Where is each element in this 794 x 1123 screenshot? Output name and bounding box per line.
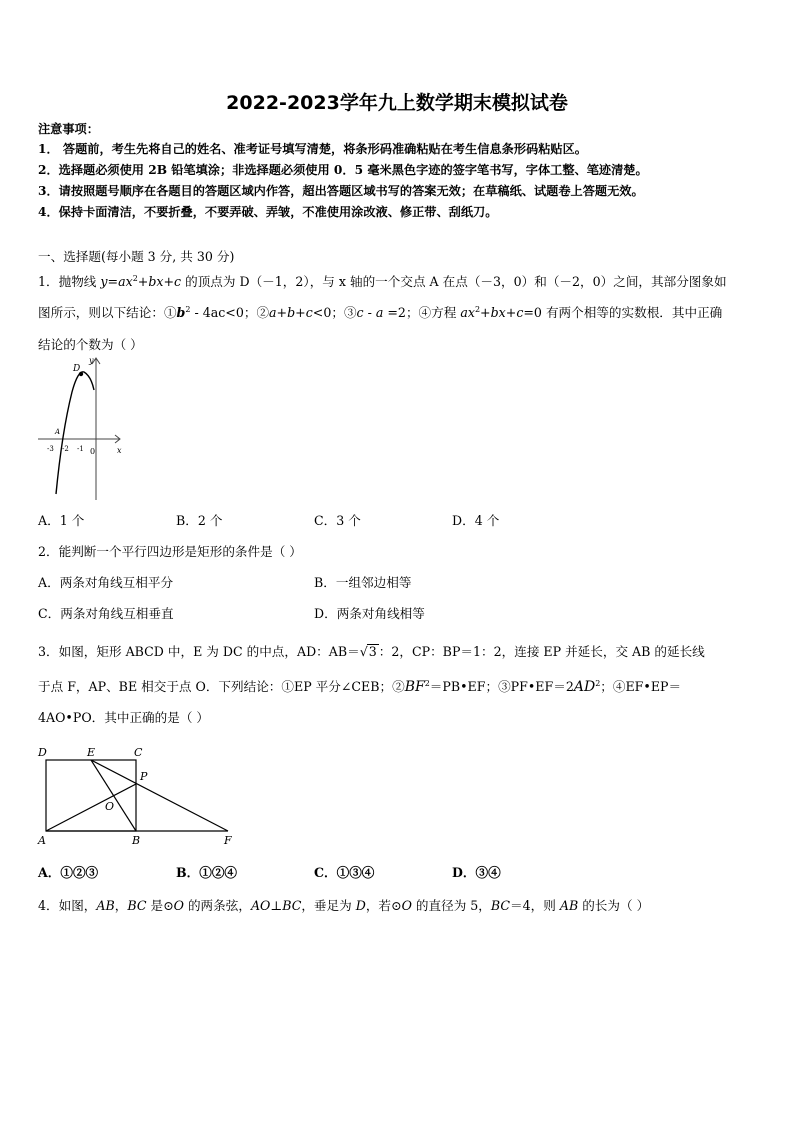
q1-line2: 图所示，则以下结论：$①b^2 - 4ac<0$；②a+b+c<0；③c - a =2；④方程 $ax^2+bx+c=0$ 有两个相等的实数根．其中正确 bbox=[38, 304, 723, 320]
segment-ap bbox=[46, 784, 136, 831]
q3-line1: 3．如图，矩形 ABCD 中，E 为 DC 的中点，AD：AB＝√3 ：2，CP：BP＝1：2，连接 EP 并延长，交 AB 的延长线 bbox=[38, 644, 705, 659]
label-a: A bbox=[38, 834, 46, 847]
section-heading: 一、选择题(每小题 3 分, 共 30 分) bbox=[38, 249, 235, 264]
notice-heading: 注意事项： bbox=[38, 122, 99, 136]
q3-line3: 4AO•PO．其中正确的是（ ） bbox=[38, 710, 210, 725]
q2-stem: 2．能判断一个平行四边形是矩形的条件是（ ） bbox=[38, 544, 302, 559]
notice-item-1: 1． 答题前，考生先将自己的姓名、准考证号填写清楚，将条形码准确粘贴在考生信息条形码粘贴区。 bbox=[38, 142, 587, 156]
notice-item-4: 4．保持卡面清洁，不要折叠，不要弄破、弄皱，不准使用涂改液、修正带、刮纸刀。 bbox=[38, 205, 498, 219]
q3-option-c[interactable]: C．①③④ bbox=[314, 865, 375, 880]
q4-stem: 4．如图，AB，BC 是⊙O 的两条弦，AO⊥BC，垂足为 D，若⊙O 的直径为 5，BC＝4，则 AB 的长为（ ） bbox=[38, 898, 650, 913]
q2-option-c[interactable]: C．两条对角线互相垂直 bbox=[38, 606, 174, 621]
y-axis-label: y bbox=[89, 356, 94, 365]
q1-parabola-graph bbox=[34, 352, 134, 504]
origin-label: 0 bbox=[90, 447, 96, 456]
notice-item-3: 3．请按照题号顺序在各题目的答题区域内作答，超出答题区域书写的答案无效；在草稿纸、试题卷上答题无效。 bbox=[38, 184, 644, 198]
vertex-label: D bbox=[73, 364, 81, 374]
q1-option-c[interactable]: C．3 个 bbox=[314, 513, 361, 528]
parabola-curve bbox=[56, 372, 94, 494]
q2-option-a[interactable]: A．两条对角线互相平分 bbox=[38, 575, 174, 590]
tick-label-minus1: -1 bbox=[77, 445, 84, 453]
q1-option-b[interactable]: B．2 个 bbox=[176, 513, 223, 528]
q3-rectangle-figure bbox=[34, 742, 244, 848]
label-b: B bbox=[132, 834, 141, 847]
q2-option-d[interactable]: D．两条对角线相等 bbox=[314, 606, 425, 621]
q1-line3: 结论的个数为（ ） bbox=[38, 337, 143, 352]
q1-line1: 1．抛物线 $y=ax^2+bx+c$ 的顶点为 D（－1，2），与 x 轴的一个交点 A 在点（－3，0）和（－2，0）之间，其部分图象如 bbox=[38, 273, 727, 289]
point-a-label: A bbox=[55, 428, 61, 436]
label-f: F bbox=[224, 834, 232, 847]
segment-ef bbox=[91, 760, 228, 831]
q3-option-a[interactable]: A．①②③ bbox=[38, 865, 99, 880]
q3-option-b[interactable]: B．①②④ bbox=[176, 865, 238, 880]
tick-label-minus2: -2 bbox=[62, 445, 69, 453]
page-title: 2022-2023学年九上数学期末模拟试卷 bbox=[226, 92, 568, 114]
label-o: O bbox=[105, 800, 115, 813]
label-e: E bbox=[87, 746, 96, 759]
q3-option-d[interactable]: D．③④ bbox=[452, 865, 501, 880]
q1-option-a[interactable]: A．1 个 bbox=[38, 513, 85, 528]
x-axis-label: x bbox=[117, 446, 122, 455]
q3-line2: 于点 F，AP、BE 相交于点 O．下列结论：①EP 平分∠CEB；$②BF^2=PB•EF$；$③PF•EF=2AD^2$；④EF•EP＝ bbox=[38, 678, 682, 695]
notice-item-2: 2．选择题必须使用 2B 铅笔填涂；非选择题必须使用 0．5 毫米黑色字迹的签字笔书写，字体工整、笔迹清楚。 bbox=[38, 163, 648, 177]
label-d: D bbox=[38, 746, 47, 759]
rectangle-abcd bbox=[46, 760, 136, 831]
q2-option-b[interactable]: B．一组邻边相等 bbox=[314, 575, 412, 590]
label-c: C bbox=[134, 746, 143, 759]
q1-option-d[interactable]: D．4 个 bbox=[452, 513, 500, 528]
tick-label-minus3: -3 bbox=[47, 445, 54, 453]
label-p: P bbox=[140, 770, 148, 783]
